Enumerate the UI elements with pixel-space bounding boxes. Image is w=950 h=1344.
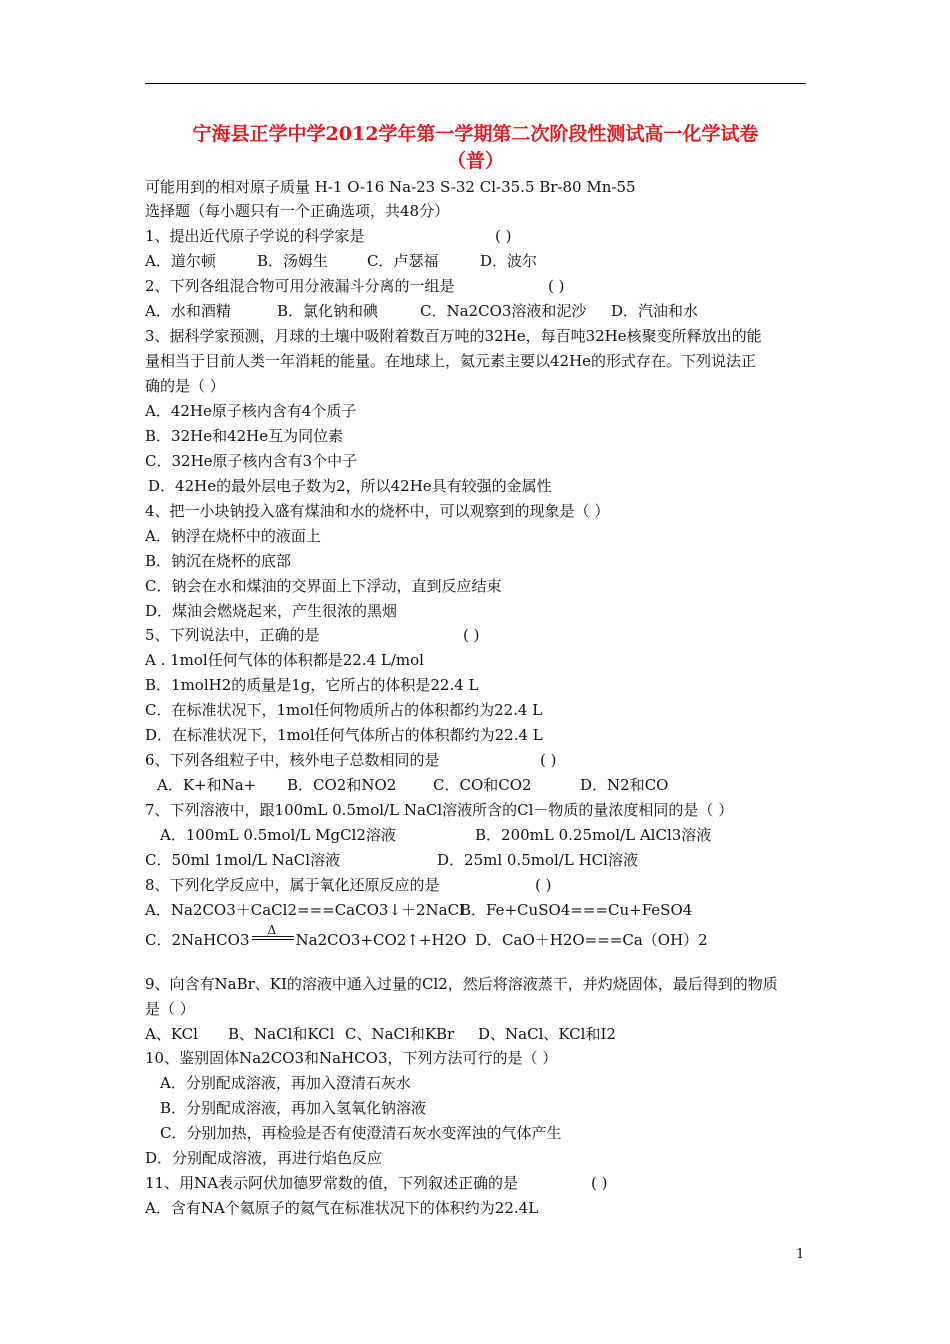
- page-number: 1: [796, 1247, 805, 1262]
- option-b: B、NaCl和KCl: [228, 1025, 335, 1043]
- answer-bracket: ( ): [495, 227, 512, 245]
- exam-title: 宁海县正学中学2012学年第一学期第二次阶段性测试高一化学试卷: [192, 123, 759, 145]
- question-10-option-b: B．分别配成溶液，再加入氢氧化钠溶液: [160, 1099, 427, 1117]
- question-8-options-row-2: [145, 923, 810, 951]
- question-3-stem-2: 量相当于目前人类一年消耗的能量。在地球上，氦元素主要以42He的形式存在。下列说法正: [145, 352, 757, 370]
- question-8-options-row-1: [145, 899, 810, 921]
- question-6-stem: [145, 749, 810, 771]
- option-c: C．Na2CO3溶液和泥沙: [420, 302, 587, 320]
- question-3-option-d: D．42He的最外层电子数为2，所以42He具有较强的金属性: [148, 477, 552, 495]
- question-11-option-a: A．含有NA个氦原子的氦气在标准状况下的体积约为22.4L: [145, 1199, 539, 1217]
- question-stem: 8、下列化学反应中，属于氧化还原反应的是: [145, 876, 440, 894]
- delta-symbol: Δ: [267, 923, 277, 937]
- option-c: C．50ml 1mol/L NaCl溶液: [145, 851, 341, 869]
- question-10-option-d: D．分别配成溶液，再进行焰色反应: [145, 1149, 383, 1167]
- option-a: A．K+和Na+: [157, 776, 257, 794]
- double-bar-bottom: [252, 939, 294, 940]
- option-b: B．Fe+CuSO4===Cu+FeSO4: [460, 901, 693, 919]
- option-c: C．2NaHCO3: [145, 931, 250, 949]
- option-d: D．N2和CO: [580, 776, 669, 794]
- option-d: D、NaCl、KCl和I2: [478, 1025, 616, 1043]
- question-3-stem-3: 确的是（ ）: [145, 377, 225, 395]
- question-5-stem: [145, 624, 810, 646]
- option-c-products: Na2CO3+CO2↑+H2O: [295, 931, 467, 949]
- option-d: D．CaO＋H2O===Ca（OH）2: [475, 931, 708, 949]
- question-2-options: [145, 300, 810, 322]
- question-9-options: [145, 1023, 810, 1045]
- heat-arrow-icon: [250, 923, 296, 948]
- option-a: A．道尔顿: [145, 252, 216, 270]
- question-3-option-b: B．32He和42He互为同位素: [145, 427, 344, 445]
- question-8-stem: [145, 874, 810, 896]
- answer-bracket: ( ): [591, 1174, 608, 1192]
- atomic-mass-info: 可能用到的相对原子质量 H-1 O-16 Na-23 S-32 Cl-35.5 Br-80 Mn-55: [145, 178, 636, 196]
- question-3-stem-1: 3、据科学家预测，月球的土壤中吸附着数百万吨的32He，每百吨32He核聚变所释放出的能: [145, 327, 762, 345]
- answer-bracket: ( ): [540, 751, 557, 769]
- question-4-stem: 4、把一小块钠投入盛有煤油和水的烧杯中，可以观察到的现象是（ ）: [145, 502, 610, 520]
- question-4-option-b: B．钠沉在烧杯的底部: [145, 552, 292, 570]
- exam-title-suffix: （普）: [446, 150, 504, 172]
- option-c: C．CO和CO2: [433, 776, 532, 794]
- question-4-option-c: C．钠会在水和煤油的交界面上下浮动，直到反应结束: [145, 577, 502, 595]
- question-9-stem-1: 9、向含有NaBr、KI的溶液中通入过量的Cl2，然后将溶液蒸干，并灼烧固体，最后得到的物质: [145, 975, 778, 993]
- answer-bracket: ( ): [548, 277, 565, 295]
- question-7-stem: 7、下列溶液中，跟100mL 0.5mol/L NaCl溶液所含的Cl－物质的量浓度相同的是（ ）: [145, 801, 734, 819]
- question-4-option-d: D．煤油会燃烧起来，产生很浓的黑烟: [145, 602, 398, 620]
- option-a: A、KCl: [145, 1025, 198, 1043]
- option-b: B．汤姆生: [257, 252, 329, 270]
- question-10-stem: 10、鉴别固体Na2CO3和NaHCO3，下列方法可行的是（ ）: [145, 1049, 558, 1067]
- question-9-stem-2: 是（ ）: [145, 1000, 195, 1018]
- option-d: D．25ml 0.5mol/L HCl溶液: [437, 851, 638, 869]
- question-5-option-a: A . 1mol任何气体的体积都是22.4 L/mol: [145, 651, 424, 669]
- question-10-option-a: A．分别配成溶液，再加入澄清石灰水: [160, 1074, 411, 1092]
- question-5-option-c: C．在标准状况下，1mol任何物质所占的体积都约为22.4 L: [145, 701, 543, 719]
- header-rule: [145, 83, 806, 84]
- option-b: B．CO2和NO2: [287, 776, 397, 794]
- question-stem: 1、提出近代原子学说的科学家是: [145, 227, 365, 245]
- question-3-option-c: C．32He原子核内含有3个中子: [145, 452, 358, 470]
- option-d: D．汽油和水: [611, 302, 699, 320]
- question-2-stem: [145, 275, 810, 297]
- question-1-stem: [145, 225, 810, 247]
- section-heading: 选择题（每小题只有一个正确选项，共48分）: [145, 202, 450, 220]
- question-stem: 6、下列各组粒子中，核外电子总数相同的是: [145, 751, 440, 769]
- answer-bracket: ( ): [463, 626, 480, 644]
- question-10-option-c: C．分别加热，再检验是否有使澄清石灰水变浑浊的气体产生: [160, 1124, 562, 1142]
- option-d: D．波尔: [480, 252, 538, 270]
- option-a: A．100mL 0.5mol/L MgCl2溶液: [160, 826, 396, 844]
- question-1-options: [145, 250, 810, 272]
- option-a: A．Na2CO3＋CaCl2===CaCO3↓＋2NaCl: [145, 901, 464, 919]
- question-4-option-a: A．钠浮在烧杯中的液面上: [145, 527, 321, 545]
- option-b: B．氯化钠和碘: [277, 302, 379, 320]
- question-stem: 5、下列说法中，正确的是: [145, 626, 320, 644]
- option-a: A．水和酒精: [145, 302, 231, 320]
- question-stem: 2、下列各组混合物可用分液漏斗分离的一组是: [145, 277, 455, 295]
- double-bar-top: [252, 936, 294, 937]
- option-b: B．200mL 0.25mol/L AlCl3溶液: [475, 826, 712, 844]
- question-11-stem: [145, 1172, 810, 1194]
- question-7-options-row-2: [145, 849, 810, 871]
- question-3-option-a: A．42He原子核内含有4个质子: [145, 402, 357, 420]
- option-c: C、NaCl和KBr: [345, 1025, 455, 1043]
- question-stem: 11、用NA表示阿伏加德罗常数的值，下列叙述正确的是: [145, 1174, 519, 1192]
- answer-bracket: ( ): [535, 876, 552, 894]
- option-c: C．卢瑟福: [367, 252, 439, 270]
- question-5-option-d: D．在标准状况下，1mol任何气体所占的体积都约为22.4 L: [145, 726, 543, 744]
- question-5-option-b: B．1molH2的质量是1g，它所占的体积是22.4 L: [145, 676, 479, 694]
